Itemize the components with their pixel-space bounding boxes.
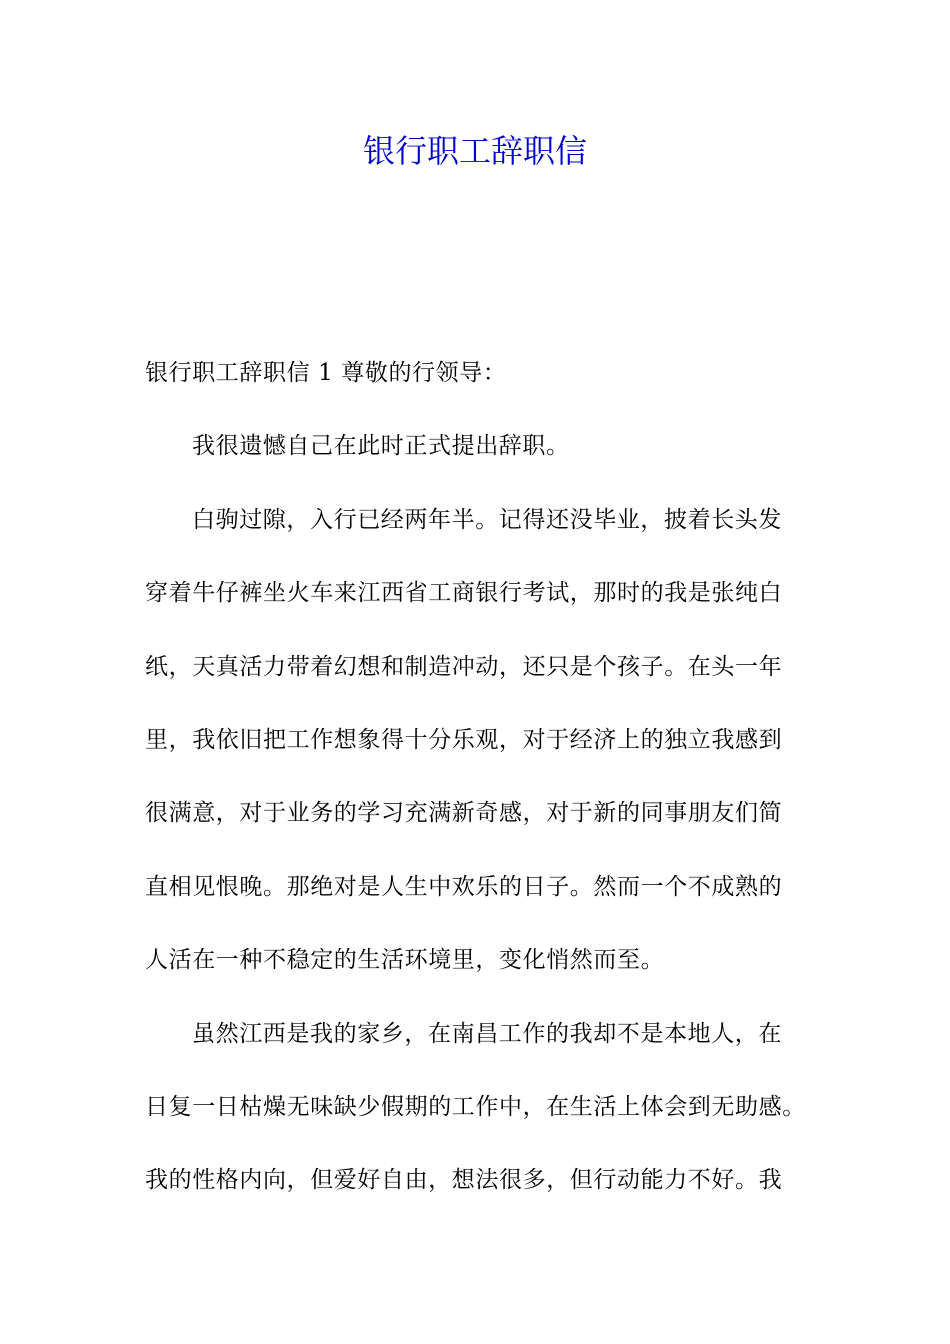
body-line: 很满意，对于业务的学习充满新奇感，对于新的同事朋友们简 — [145, 800, 783, 827]
document-body — [145, 337, 813, 1218]
body-line: 里，我依旧把工作想象得十分乐观，对于经济上的独立我感到 — [145, 726, 783, 753]
body-line: 虽然江西是我的家乡，在南昌工作的我却不是本地人，在 — [192, 1020, 782, 1047]
body-line: 我的性格内向，但爱好自由，想法很多，但行动能力不好。我 — [145, 1167, 783, 1194]
body-line: 白驹过隙，入行已经两年半。记得还没毕业，披着长头发 — [192, 506, 782, 533]
body-line: 纸，天真活力带着幻想和制造冲动，还只是个孩子。在头一年 — [145, 653, 783, 680]
body-line: 我很遗憾自己在此时正式提出辞职。 — [192, 433, 570, 460]
body-line: 人活在一种不稳定的生活环境里，变化悄然而至。 — [145, 947, 665, 974]
body-line: 日复一日枯燥无味缺少假期的工作中，在生活上体会到无助感。 — [145, 1093, 806, 1120]
body-line: 穿着牛仔裤坐火车来江西省工商银行考试，那时的我是张纯白 — [145, 580, 783, 607]
body-line: 直相见恨晚。那绝对是人生中欢乐的日子。然而一个不成熟的 — [145, 873, 783, 900]
body-line-salutation: 银行职工辞职信 1 尊敬的行领导： — [145, 360, 507, 386]
document-title: 银行职工辞职信 — [362, 132, 587, 170]
